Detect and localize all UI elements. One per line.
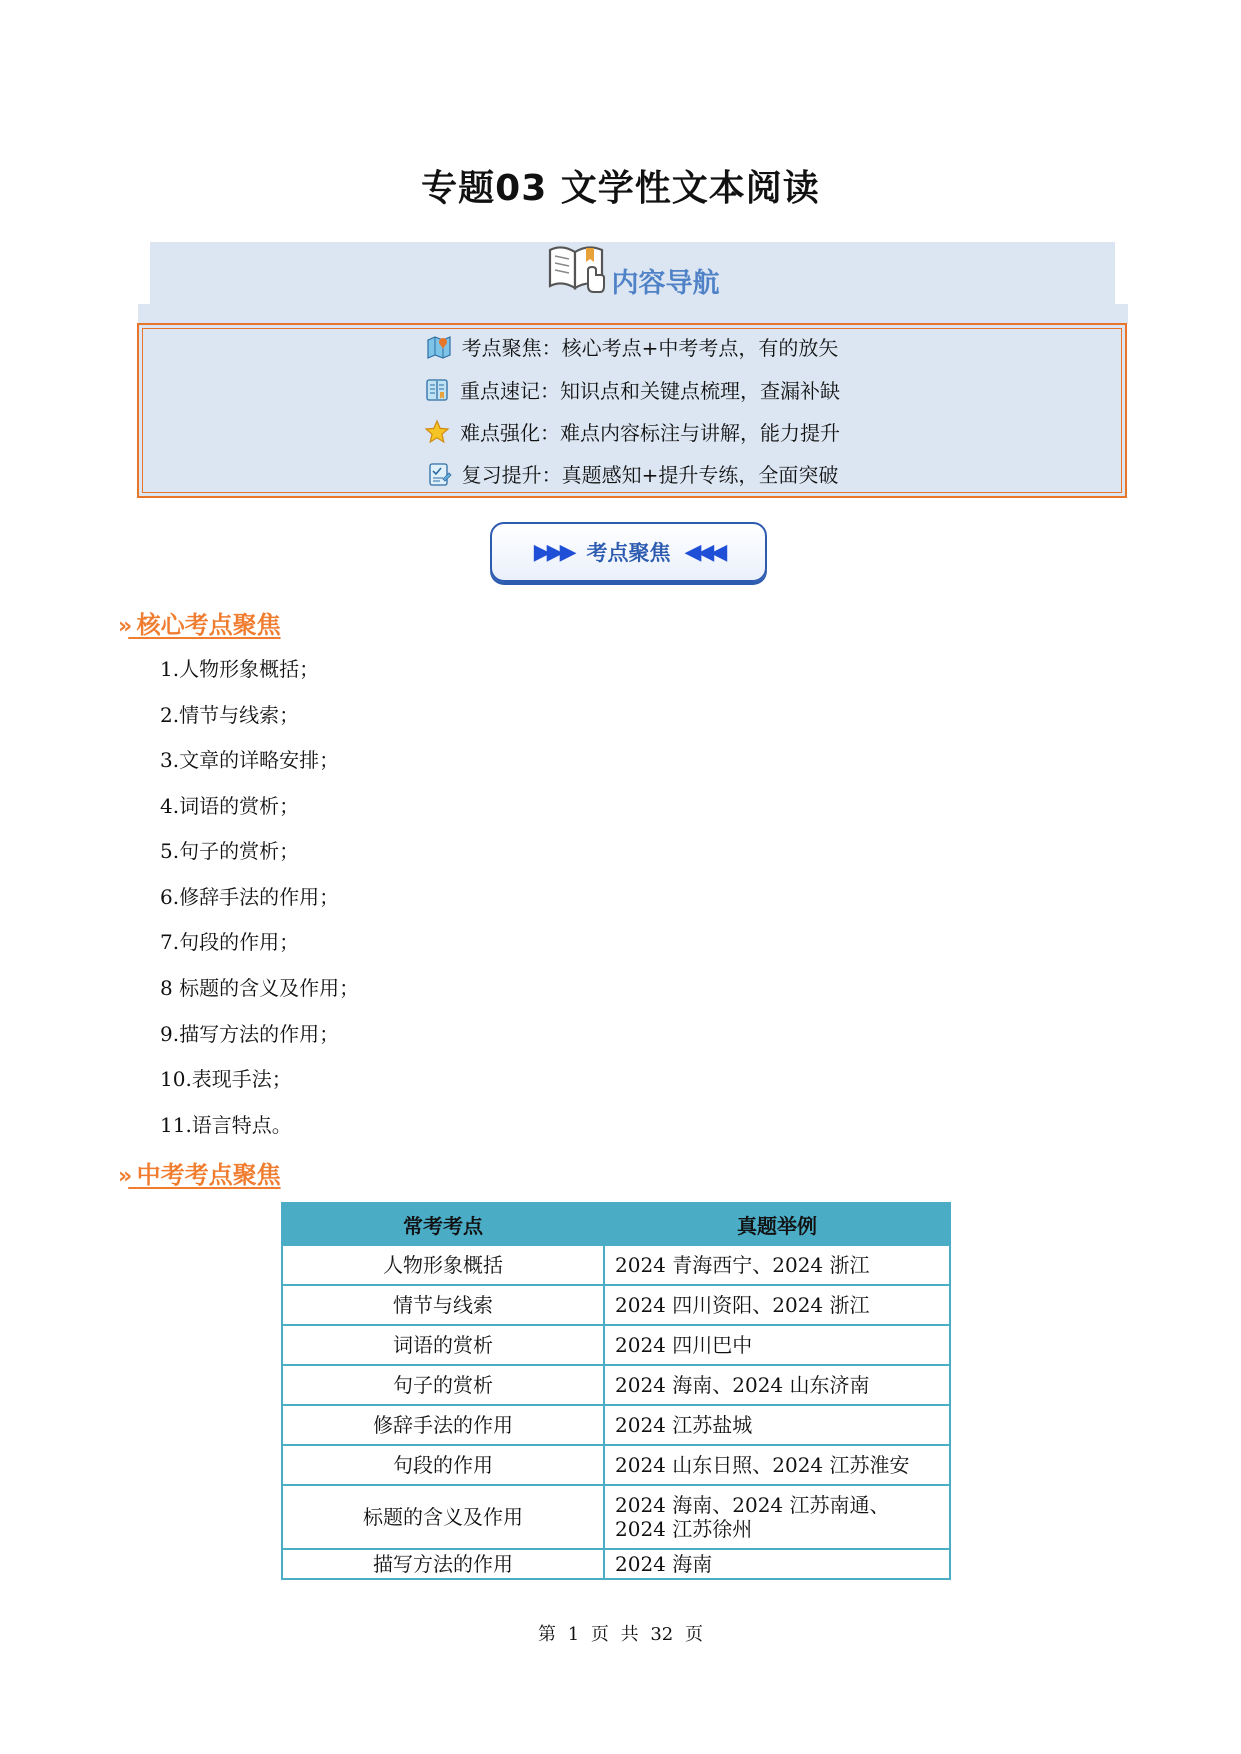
nav-item-label: 难点强化：难点内容标注与讲解，能力提升 <box>460 421 840 445</box>
nav-item-review <box>139 459 1125 488</box>
list-item: 5.句子的赏析； <box>160 839 300 863</box>
focus-banner-label: 考点聚焦 <box>586 541 671 565</box>
nav-item-label: 重点速记：知识点和关键点梳理，查漏补缺 <box>460 379 840 403</box>
list-item: 1.人物形象概括； <box>160 657 320 681</box>
list-item: 10.表现手法； <box>160 1067 292 1091</box>
focus-banner <box>490 522 767 582</box>
table-header-row <box>282 1203 950 1245</box>
nav-item-label: 复习提升：真题感知+提升专练，全面突破 <box>461 463 839 487</box>
table-cell: 人物形象概括 <box>282 1245 604 1285</box>
exam-points-table <box>281 1202 951 1580</box>
list-item: 4.词语的赏析； <box>160 794 300 818</box>
nav-strip <box>138 304 1128 324</box>
table-cell: 标题的含义及作用 <box>282 1485 604 1549</box>
nav-item-focus <box>139 332 1125 361</box>
list-item: 6.修辞手法的作用； <box>160 885 340 909</box>
core-section-heading <box>118 605 281 640</box>
nav-item-difficulty <box>139 417 1125 446</box>
exam-section-heading <box>118 1155 281 1190</box>
table-cell: 2024 江苏盐城 <box>604 1405 950 1445</box>
table-row <box>282 1485 950 1549</box>
table-row <box>282 1245 950 1285</box>
list-item: 2.情节与线索； <box>160 703 300 727</box>
table-cell: 句段的作用 <box>282 1445 604 1485</box>
table-cell: 词语的赏析 <box>282 1325 604 1365</box>
open-book-icon <box>546 240 608 302</box>
table-cell: 2024 青海西宁、2024 浙江 <box>604 1245 950 1285</box>
checklist-icon <box>426 461 452 487</box>
list-item: 8 标题的含义及作用； <box>160 976 360 1000</box>
header-common-points: 常考考点 <box>282 1203 604 1245</box>
list-item: 3.文章的详略安排； <box>160 748 340 772</box>
content-nav-header <box>150 242 1115 306</box>
table-cell: 2024 海南、2024 山东济南 <box>604 1365 950 1405</box>
right-arrows-icon: ▶▶▶ <box>533 539 573 565</box>
table-row <box>282 1285 950 1325</box>
table-row <box>282 1549 950 1579</box>
list-item: 9.描写方法的作用； <box>160 1022 340 1046</box>
double-chevron-icon: » <box>118 1164 127 1189</box>
content-nav-title: 内容导航 <box>611 268 720 299</box>
left-arrows-icon: ◀◀◀ <box>684 539 724 565</box>
table-cell: 描写方法的作用 <box>282 1549 604 1579</box>
nav-item-label: 考点聚焦：核心考点+中考考点，有的放矢 <box>461 336 839 360</box>
exam-section-heading-text: 中考考点聚焦 <box>136 1161 281 1189</box>
table-cell: 情节与线索 <box>282 1285 604 1325</box>
page-footer: 第 1 页 共 32 页 <box>538 1624 703 1645</box>
list-item: 7.句段的作用； <box>160 930 300 954</box>
table-cell: 修辞手法的作用 <box>282 1405 604 1445</box>
table-row <box>282 1325 950 1365</box>
table-row <box>282 1445 950 1485</box>
table-cell: 2024 海南、2024 江苏南通、2024 江苏徐州 <box>604 1485 950 1549</box>
list-item: 11.语言特点。 <box>160 1113 292 1137</box>
nav-item-memo <box>139 375 1125 404</box>
table-cell: 2024 山东日照、2024 江苏淮安 <box>604 1445 950 1485</box>
table-row <box>282 1405 950 1445</box>
table-cell: 2024 四川资阳、2024 浙江 <box>604 1285 950 1325</box>
star-icon <box>424 419 450 445</box>
table-row <box>282 1365 950 1405</box>
page-title: 专题03 文学性文本阅读 <box>421 168 820 209</box>
map-icon <box>426 334 452 360</box>
table-cell: 2024 海南 <box>604 1549 950 1579</box>
table-cell: 2024 四川巴中 <box>604 1325 950 1365</box>
core-section-heading-text: 核心考点聚焦 <box>136 611 281 639</box>
double-chevron-icon: » <box>118 614 127 639</box>
book-icon <box>424 377 450 403</box>
table-cell: 句子的赏析 <box>282 1365 604 1405</box>
header-exam-examples: 真题举例 <box>604 1203 950 1245</box>
content-nav-box <box>137 323 1127 498</box>
